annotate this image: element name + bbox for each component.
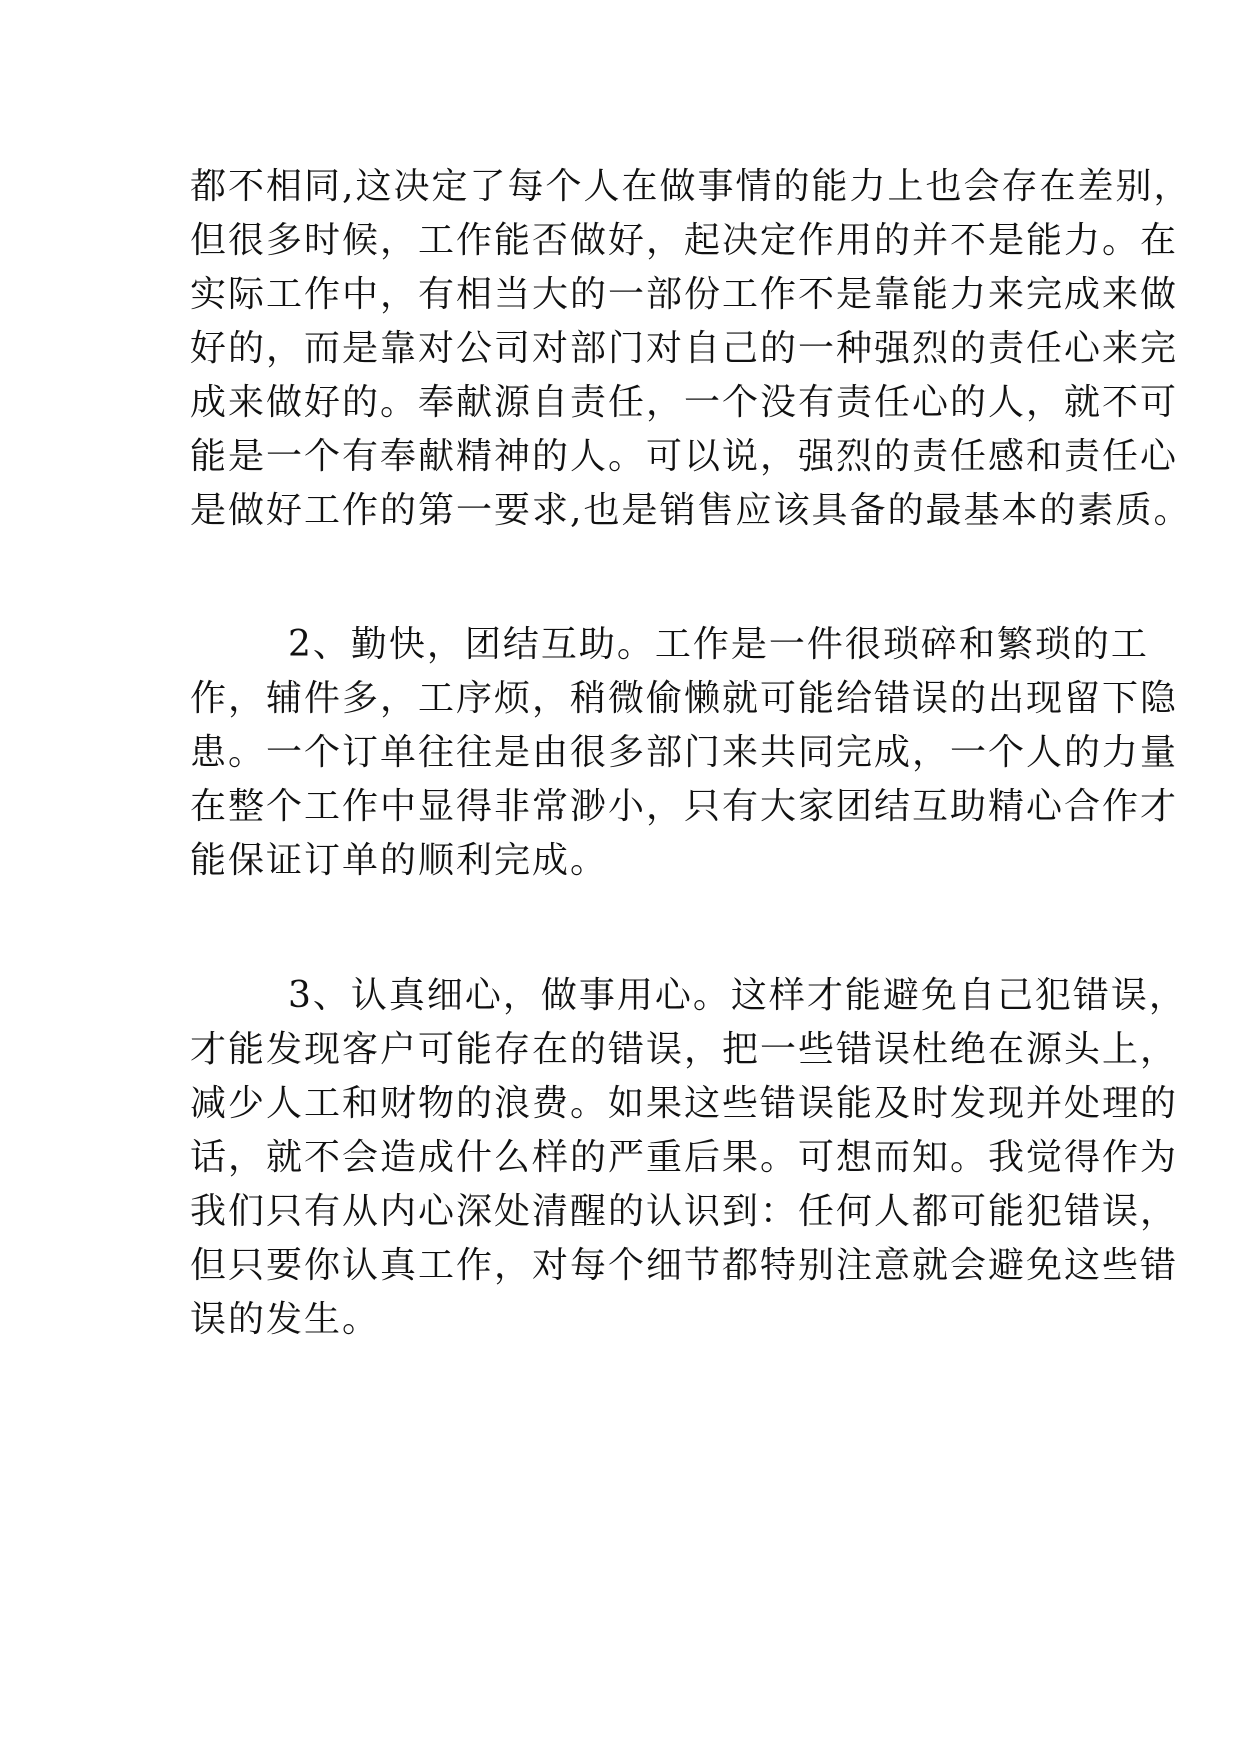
- paragraph-line: 是做好工作的第一要求,也是销售应该具备的最基本的素质。: [190, 490, 1192, 531]
- paragraph-line: 作，辅件多，工序烦，稍微偷懒就可能给错误的出现留下隐: [190, 678, 1179, 719]
- paragraph-line: 减少人工和财物的浪费。如果这些错误能及时发现并处理的: [190, 1083, 1179, 1124]
- paragraph-line: 才能发现客户可能存在的错误，把一些错误杜绝在源头上，: [190, 1029, 1179, 1070]
- paragraph-line: 但只要你认真工作，对每个细节都特别注意就会避免这些错: [190, 1245, 1179, 1286]
- paragraph-line: 成来做好的。奉献源自责任，一个没有责任心的人，就不可: [190, 382, 1179, 423]
- paragraph-line: 我们只有从内心深处清醒的认识到：任何人都可能犯错误，: [190, 1191, 1179, 1232]
- paragraph-line: 患。一个订单往往是由很多部门来共同完成，一个人的力量: [190, 732, 1179, 773]
- paragraph-line: 3、认真细心，做事用心。这样才能避免自己犯错误，: [288, 975, 1187, 1016]
- paragraph-line: 能是一个有奉献精神的人。可以说，强烈的责任感和责任心: [190, 436, 1179, 477]
- paragraph-line: 好的，而是靠对公司对部门对自己的一种强烈的责任心来完: [190, 328, 1179, 369]
- paragraph-line: 2、勤快，团结互助。工作是一件很琐碎和繁琐的工: [288, 624, 1149, 665]
- paragraph-line: 话，就不会造成什么样的严重后果。可想而知。我觉得作为: [190, 1137, 1179, 1178]
- paragraph-line: 实际工作中，有相当大的一部份工作不是靠能力来完成来做: [190, 274, 1179, 315]
- paragraph-line: 误的发生。: [190, 1299, 381, 1340]
- paragraph-line: 都不相同,这决定了每个人在做事情的能力上也会存在差别，: [190, 166, 1192, 207]
- paragraph-line: 但很多时候，工作能否做好，起决定作用的并不是能力。在: [190, 220, 1179, 261]
- paragraph-line: 能保证订单的顺利完成。: [190, 840, 609, 881]
- paragraph-line: 在整个工作中显得非常渺小，只有大家团结互助精心合作才: [190, 786, 1179, 827]
